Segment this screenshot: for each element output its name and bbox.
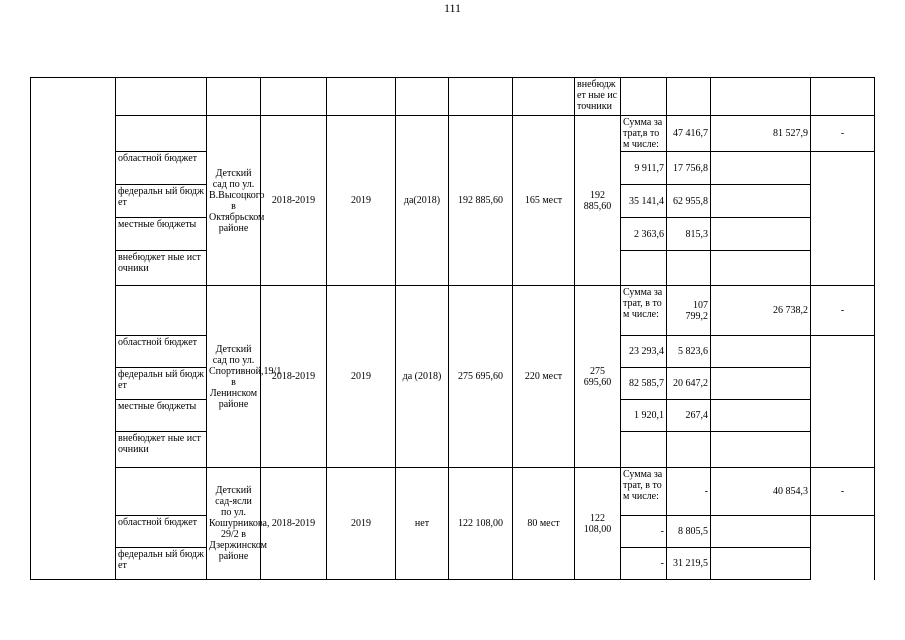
fin-value-2 [667, 78, 711, 116]
construction-period: 2018-2019 [261, 116, 327, 286]
fin-value-2 [667, 432, 711, 468]
fin-value-1 [621, 432, 667, 468]
fin-value-1: - [621, 516, 667, 548]
empty-cell [116, 468, 207, 516]
fin-value-2: 31 219,5 [667, 548, 711, 580]
fin-value-1: 35 141,4 [621, 185, 667, 218]
construction-period: 2018-2019 [261, 286, 327, 468]
fin-value-3: - [811, 286, 875, 336]
fin-value-3 [711, 78, 811, 116]
fin-value-2: 267,4 [667, 400, 711, 432]
capacity: 165 мест [513, 116, 575, 286]
fin-value-1 [621, 251, 667, 286]
fin-value-2: 62 955,8 [667, 185, 711, 218]
estimated-cost: 192 885,60 [449, 116, 513, 286]
fin-label: Сумма затрат,в том числе: [621, 116, 667, 152]
construction-period: 2018-2019 [261, 468, 327, 580]
fin-value-2: 26 738,2 [711, 286, 811, 336]
empty-cell [513, 78, 575, 116]
design-documentation: нет [396, 468, 449, 580]
empty-cell [261, 78, 327, 116]
table-row [31, 286, 875, 336]
fin-value-1: - [621, 548, 667, 580]
commission-year: 2019 [327, 286, 396, 468]
page-number: 111 [443, 1, 462, 15]
fin-value-3: - [811, 468, 875, 516]
fin-value-2 [667, 251, 711, 286]
fin-value-3 [711, 218, 811, 251]
fin-value-1: 23 293,4 [621, 336, 667, 368]
fin-value-3 [711, 152, 811, 185]
fin-value-1: 9 911,7 [621, 152, 667, 185]
empty-cell [116, 78, 207, 116]
fin-value-2: 81 527,9 [711, 116, 811, 152]
fin-value-1: 1 920,1 [621, 400, 667, 432]
fin-value-3: - [811, 116, 875, 152]
construction-objects-table [30, 77, 875, 580]
table-row [31, 468, 875, 516]
fin-label: Сумма затрат, в том числе: [621, 468, 667, 516]
fin-value-3 [711, 516, 811, 548]
design-documentation: да (2018) [396, 286, 449, 468]
empty-cell [116, 286, 207, 336]
fin-label: областной бюджет [116, 336, 207, 368]
fin-value-2: 20 647,2 [667, 368, 711, 400]
object-name: Детский сад по ул. Спортивной,19/1 в Ленинском районе [207, 286, 261, 468]
total-cost: 275 695,60 [575, 286, 621, 468]
fin-label: внебюджет ные источники [116, 432, 207, 468]
fin-label: местные бюджеты [116, 218, 207, 251]
empty-cell [207, 78, 261, 116]
fin-label: областной бюджет [116, 152, 207, 185]
fin-value-3 [711, 548, 811, 580]
fin-value-3 [711, 336, 811, 368]
left-merged-cell [31, 78, 116, 580]
fin-value-2: 5 823,6 [667, 336, 711, 368]
fin-value-3 [711, 185, 811, 218]
fin-value-1: 107 799,2 [667, 286, 711, 336]
fin-label: Сумма затрат, в том числе: [621, 286, 667, 336]
fin-value-1: - [667, 468, 711, 516]
total-cost: 122 108,00 [575, 468, 621, 580]
fin-value-2: 17 756,8 [667, 152, 711, 185]
capacity: 80 мест [513, 468, 575, 580]
total-cost: 192 885,60 [575, 116, 621, 286]
estimated-cost: 122 108,00 [449, 468, 513, 580]
fin-value-1: 82 585,7 [621, 368, 667, 400]
commission-year: 2019 [327, 116, 396, 286]
fin-value-2: 815,3 [667, 218, 711, 251]
object-name: Детский сад-ясли по ул. Кошурникова, 29/2 в Дзержинском районе [207, 468, 261, 580]
fin-value-1: 2 363,6 [621, 218, 667, 251]
object-name: Детский сад по ул. В.Высоцкого в Октябрьском районе [207, 116, 261, 286]
fin-value-3 [711, 251, 811, 286]
fin-label: местные бюджеты [116, 400, 207, 432]
empty-cell [811, 78, 875, 116]
fin-label: федеральн ый бюджет [116, 185, 207, 218]
commission-year: 2019 [327, 468, 396, 580]
fin-value-1: 47 416,7 [667, 116, 711, 152]
fin-value-2: 8 805,5 [667, 516, 711, 548]
empty-cell [449, 78, 513, 116]
fin-value-3 [711, 432, 811, 468]
empty-cell [396, 78, 449, 116]
fin-label: областной бюджет [116, 516, 207, 548]
empty-cell [327, 78, 396, 116]
table-row [31, 78, 875, 116]
estimated-cost: 275 695,60 [449, 286, 513, 468]
fin-label: федеральн ый бюджет [116, 548, 207, 580]
fin-label: федеральн ый бюджет [116, 368, 207, 400]
fin-label: внебюджет ные источники [116, 251, 207, 286]
fin-value-2: 40 854,3 [711, 468, 811, 516]
fin-value-3 [711, 400, 811, 432]
fin-value-3 [711, 368, 811, 400]
fin-label: внебюджет ные источники [575, 78, 621, 116]
fin-value-1 [621, 78, 667, 116]
empty-cell [116, 116, 207, 152]
design-documentation: да(2018) [396, 116, 449, 286]
table-row [31, 116, 875, 152]
capacity: 220 мест [513, 286, 575, 468]
